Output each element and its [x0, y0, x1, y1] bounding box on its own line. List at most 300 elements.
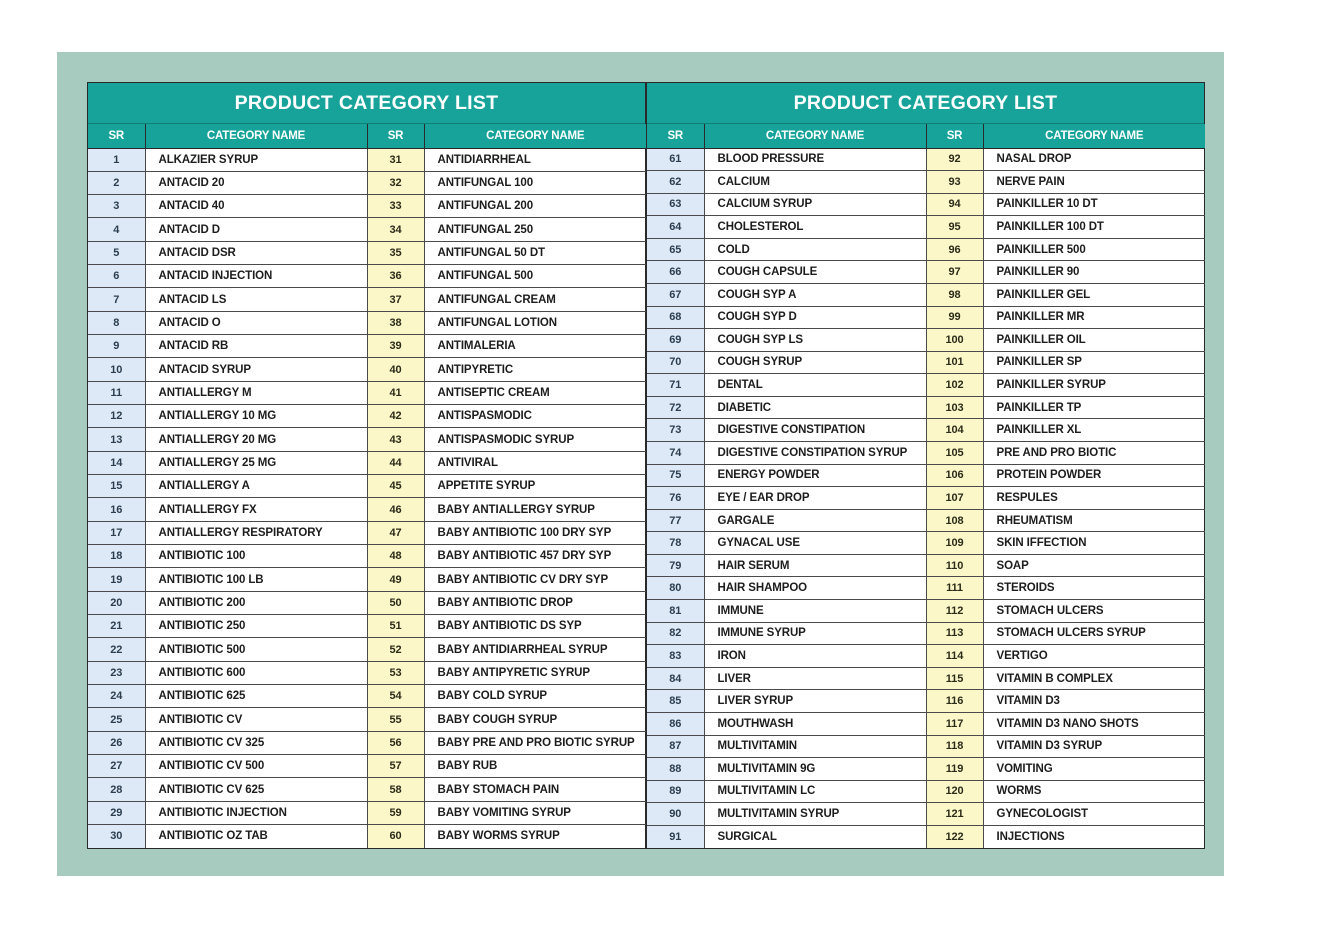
sr-cell: 25 [88, 708, 145, 731]
sr-cell: 67 [647, 283, 704, 306]
category-name-header: CATEGORY NAME [424, 124, 646, 148]
sr-cell: 46 [367, 498, 424, 521]
category-name-cell: PAINKILLER 90 [983, 261, 1205, 284]
sr-cell: 105 [926, 442, 983, 465]
sr-cell: 47 [367, 521, 424, 544]
sr-cell: 68 [647, 306, 704, 329]
sr-cell: 19 [88, 568, 145, 591]
category-name-header: CATEGORY NAME [704, 124, 926, 148]
sr-cell: 54 [367, 685, 424, 708]
table-row [647, 554, 1205, 577]
table-row [647, 419, 1205, 442]
category-name-cell: ANTACID RB [145, 335, 367, 358]
sr-cell: 16 [88, 498, 145, 521]
category-name-cell: HAIR SERUM [704, 554, 926, 577]
category-name-cell: LIVER [704, 667, 926, 690]
table-row [88, 405, 646, 428]
sr-cell: 14 [88, 451, 145, 474]
category-name-cell: IMMUNE [704, 600, 926, 623]
sr-cell: 42 [367, 405, 424, 428]
category-name-cell: RHEUMATISM [983, 509, 1205, 532]
sr-cell: 82 [647, 622, 704, 645]
sr-cell: 57 [367, 755, 424, 778]
table-row [647, 509, 1205, 532]
sr-cell: 106 [926, 464, 983, 487]
sr-cell: 51 [367, 615, 424, 638]
sr-cell: 102 [926, 374, 983, 397]
table-row [88, 288, 646, 311]
category-name-cell: BLOOD PRESSURE [704, 148, 926, 171]
category-name-cell: ANTISPASMODIC SYRUP [424, 428, 646, 451]
category-name-cell: ANTIBIOTIC 200 [145, 591, 367, 614]
sr-cell: 66 [647, 261, 704, 284]
sr-cell: 111 [926, 577, 983, 600]
sr-cell: 3 [88, 195, 145, 218]
category-name-cell: ANTACID 40 [145, 195, 367, 218]
table-row [88, 475, 646, 498]
table-row [647, 329, 1205, 352]
category-name-cell: ANTIBIOTIC CV 325 [145, 731, 367, 754]
table-row [88, 195, 646, 218]
sr-cell: 29 [88, 801, 145, 824]
category-name-cell: COLD [704, 238, 926, 261]
sr-cell: 63 [647, 193, 704, 216]
category-name-cell: VOMITING [983, 758, 1205, 781]
category-name-cell: BABY STOMACH PAIN [424, 778, 646, 801]
table-row [88, 381, 646, 404]
sr-cell: 13 [88, 428, 145, 451]
sr-cell: 61 [647, 148, 704, 171]
sr-cell: 75 [647, 464, 704, 487]
category-name-cell: MULTIVITAMIN [704, 735, 926, 758]
sr-cell: 37 [367, 288, 424, 311]
category-name-cell: PROTEIN POWDER [983, 464, 1205, 487]
category-name-cell: VITAMIN B COMPLEX [983, 667, 1205, 690]
table-row [88, 218, 646, 241]
category-name-cell: BABY ANTIBIOTIC DS SYP [424, 615, 646, 638]
category-name-cell: BABY ANTIBIOTIC DROP [424, 591, 646, 614]
category-name-cell: BABY VOMITING SYRUP [424, 801, 646, 824]
table-row [88, 825, 646, 848]
sr-cell: 91 [647, 825, 704, 848]
sr-cell: 97 [926, 261, 983, 284]
category-name-cell: PAINKILLER 10 DT [983, 193, 1205, 216]
category-name-cell: ANTIBIOTIC 100 [145, 545, 367, 568]
sr-cell: 116 [926, 690, 983, 713]
sr-cell: 44 [367, 451, 424, 474]
category-table-left [88, 124, 646, 848]
category-name-cell: APPETITE SYRUP [424, 475, 646, 498]
category-name-cell: PAINKILLER MR [983, 306, 1205, 329]
category-name-cell: ANTIFUNGAL 250 [424, 218, 646, 241]
category-name-cell: GYNECOLOGIST [983, 803, 1205, 826]
sr-cell: 110 [926, 554, 983, 577]
category-name-cell: ANTIFUNGAL 50 DT [424, 241, 646, 264]
sr-cell: 121 [926, 803, 983, 826]
category-name-cell: PAINKILLER 500 [983, 238, 1205, 261]
sr-cell: 93 [926, 171, 983, 194]
category-name-cell: PAINKILLER SYRUP [983, 374, 1205, 397]
category-name-cell: LIVER SYRUP [704, 690, 926, 713]
category-name-cell: PAINKILLER 100 DT [983, 216, 1205, 239]
table-row [647, 238, 1205, 261]
sr-cell: 38 [367, 311, 424, 334]
category-name-cell: WORMS [983, 780, 1205, 803]
category-name-cell: ANTIFUNGAL 500 [424, 265, 646, 288]
category-name-cell: ANTIBIOTIC 250 [145, 615, 367, 638]
sr-cell: 50 [367, 591, 424, 614]
sr-cell: 11 [88, 381, 145, 404]
category-name-cell: ANTACID LS [145, 288, 367, 311]
category-name-cell: ANTACID INJECTION [145, 265, 367, 288]
category-name-cell: ANTIBIOTIC CV 500 [145, 755, 367, 778]
sr-cell: 74 [647, 442, 704, 465]
table-row [88, 755, 646, 778]
table-row [647, 577, 1205, 600]
sr-header: SR [367, 124, 424, 148]
category-name-cell: ANTIMALERIA [424, 335, 646, 358]
category-name-cell: COUGH SYP LS [704, 329, 926, 352]
sr-cell: 31 [367, 148, 424, 171]
sr-cell: 98 [926, 283, 983, 306]
sr-cell: 86 [647, 712, 704, 735]
table-row [647, 283, 1205, 306]
category-name-cell: STEROIDS [983, 577, 1205, 600]
table-row [647, 374, 1205, 397]
category-name-cell: ANTIBIOTIC 600 [145, 661, 367, 684]
category-name-cell: ANTIFUNGAL CREAM [424, 288, 646, 311]
sr-cell: 104 [926, 419, 983, 442]
sr-cell: 17 [88, 521, 145, 544]
category-name-cell: BABY ANTIALLERGY SYRUP [424, 498, 646, 521]
category-name-cell: VERTIGO [983, 645, 1205, 668]
table-row [88, 685, 646, 708]
category-name-cell: MOUTHWASH [704, 712, 926, 735]
sr-cell: 70 [647, 351, 704, 374]
sr-cell: 78 [647, 532, 704, 555]
table-row [647, 487, 1205, 510]
sr-cell: 6 [88, 265, 145, 288]
sr-cell: 73 [647, 419, 704, 442]
category-name-cell: PAINKILLER XL [983, 419, 1205, 442]
table-row [88, 568, 646, 591]
category-name-cell: COUGH SYP D [704, 306, 926, 329]
sr-cell: 9 [88, 335, 145, 358]
table-row [647, 306, 1205, 329]
category-name-header: CATEGORY NAME [983, 124, 1205, 148]
category-name-cell: IRON [704, 645, 926, 668]
sr-cell: 49 [367, 568, 424, 591]
table-row [647, 690, 1205, 713]
category-name-cell: INJECTIONS [996, 830, 1065, 843]
category-name-cell: ANTIBIOTIC CV 625 [145, 778, 367, 801]
category-name-cell: VITAMIN D3 NANO SHOTS [983, 712, 1205, 735]
category-name-cell: DENTAL [704, 374, 926, 397]
category-name-cell: ENERGY POWDER [704, 464, 926, 487]
category-name-cell: ANTIDIARRHEAL [424, 148, 646, 171]
sr-cell: 34 [367, 218, 424, 241]
table-row [647, 667, 1205, 690]
table-body [647, 148, 1205, 848]
sr-cell: 112 [926, 600, 983, 623]
category-name-cell: ANTACID DSR [145, 241, 367, 264]
table-row [647, 193, 1205, 216]
sr-cell: 90 [647, 803, 704, 826]
sr-cell: 107 [926, 487, 983, 510]
sr-cell: 48 [367, 545, 424, 568]
sr-cell: 33 [367, 195, 424, 218]
table-row [88, 148, 646, 171]
sr-cell: 92 [926, 148, 983, 171]
sr-cell: 41 [367, 381, 424, 404]
table-row [647, 261, 1205, 284]
category-name-cell: ANTIBIOTIC 100 LB [145, 568, 367, 591]
category-name-cell: ANTIVIRAL [424, 451, 646, 474]
sr-cell: 81 [647, 600, 704, 623]
sr-cell: 21 [88, 615, 145, 638]
sr-cell: 56 [367, 731, 424, 754]
category-name-cell: ANTIBIOTIC OZ TAB [145, 825, 367, 848]
category-name-cell: SURGICAL [704, 825, 926, 848]
sr-cell: 12 [88, 405, 145, 428]
category-name-cell: ANTACID 20 [145, 171, 367, 194]
category-name-cell: DIABETIC [704, 396, 926, 419]
category-name-cell: NASAL DROP [983, 148, 1205, 171]
sr-cell: 30 [88, 825, 145, 848]
sr-cell: 84 [647, 667, 704, 690]
category-name-cell: ANTIALLERGY 10 MG [145, 405, 367, 428]
table-row [88, 358, 646, 381]
sr-cell: 36 [367, 265, 424, 288]
category-name-cell: COUGH SYP A [704, 283, 926, 306]
table-row [647, 803, 1205, 826]
table-row [88, 171, 646, 194]
category-name-cell: VITAMIN D3 [983, 690, 1205, 713]
category-name-cell: DIGESTIVE CONSTIPATION [704, 419, 926, 442]
category-name-cell: CALCIUM SYRUP [704, 193, 926, 216]
table-row [647, 622, 1205, 645]
table-body [88, 148, 646, 848]
sr-cell: 52 [367, 638, 424, 661]
table-row [88, 591, 646, 614]
category-name-cell: MULTIVITAMIN 9G [704, 758, 926, 781]
category-name-cell: COUGH CAPSULE [704, 261, 926, 284]
category-name-cell: BABY COUGH SYRUP [424, 708, 646, 731]
table-row [647, 396, 1205, 419]
category-name-cell: ANTIALLERGY RESPIRATORY [145, 521, 367, 544]
sr-cell: 77 [647, 509, 704, 532]
sr-cell: 95 [926, 216, 983, 239]
category-name-cell: BABY ANTIBIOTIC 457 DRY SYP [424, 545, 646, 568]
category-name-cell: ANTIALLERGY 25 MG [145, 451, 367, 474]
table-row [88, 661, 646, 684]
category-name-cell: COUGH SYRUP [704, 351, 926, 374]
sr-cell: 71 [647, 374, 704, 397]
table-row [88, 498, 646, 521]
sr-cell: 87 [647, 735, 704, 758]
category-name-cell: BABY PRE AND PRO BIOTIC SYRUP [424, 731, 646, 754]
category-name-cell: ANTIALLERGY M [145, 381, 367, 404]
category-name-cell: ANTIFUNGAL 100 [424, 171, 646, 194]
sr-cell: 15 [88, 475, 145, 498]
category-name-cell: NERVE PAIN [983, 171, 1205, 194]
category-name-cell: MULTIVITAMIN SYRUP [704, 803, 926, 826]
sr-cell: 115 [926, 667, 983, 690]
category-name-cell: ANTACID SYRUP [145, 358, 367, 381]
category-name-cell: ANTIBIOTIC INJECTION [145, 801, 367, 824]
sr-cell: 99 [926, 306, 983, 329]
sr-cell: 88 [647, 758, 704, 781]
table-row [647, 216, 1205, 239]
category-name-cell: ANTIFUNGAL LOTION [424, 311, 646, 334]
category-name-cell: HAIR SHAMPOO [704, 577, 926, 600]
sr-cell: 69 [647, 329, 704, 352]
table-row [88, 638, 646, 661]
table-row [88, 731, 646, 754]
sr-cell: 122 [926, 825, 983, 848]
category-name-cell: SOAP [983, 554, 1205, 577]
sr-cell: 76 [647, 487, 704, 510]
sr-header: SR [926, 124, 983, 148]
sr-cell: 40 [367, 358, 424, 381]
table-row [88, 428, 646, 451]
sr-cell: 24 [88, 685, 145, 708]
table-row [647, 532, 1205, 555]
sr-cell: 22 [88, 638, 145, 661]
table-row [647, 442, 1205, 465]
category-name-cell: BABY WORMS SYRUP [437, 830, 560, 843]
sr-cell: 117 [926, 712, 983, 735]
table-row [88, 521, 646, 544]
category-name-cell: STOMACH ULCERS [983, 600, 1205, 623]
category-name-cell: VITAMIN D3 SYRUP [983, 735, 1205, 758]
sr-cell: 27 [88, 755, 145, 778]
sr-cell: 114 [926, 645, 983, 668]
sr-cell: 79 [647, 554, 704, 577]
category-name-cell: PAINKILLER OIL [983, 329, 1205, 352]
table-row [88, 708, 646, 731]
category-name-cell: EYE / EAR DROP [704, 487, 926, 510]
table-row [88, 451, 646, 474]
sr-cell: 108 [926, 509, 983, 532]
category-name-cell: GARGALE [704, 509, 926, 532]
sr-cell: 7 [88, 288, 145, 311]
category-panel-left [87, 82, 646, 849]
table-row [647, 712, 1205, 735]
table-row [88, 241, 646, 264]
sr-cell: 113 [926, 622, 983, 645]
category-name-cell: BABY ANTIBIOTIC 100 DRY SYP [424, 521, 646, 544]
category-name-cell: BABY COLD SYRUP [424, 685, 646, 708]
sr-cell: 85 [647, 690, 704, 713]
category-name-cell: ANTIBIOTIC CV [145, 708, 367, 731]
table-row [647, 735, 1205, 758]
table-row [647, 645, 1205, 668]
category-name-cell: ALKAZIER SYRUP [145, 148, 367, 171]
table-row [647, 148, 1205, 171]
panel-title: PRODUCT CATEGORY LIST [647, 83, 1204, 124]
table-header-row [88, 124, 646, 148]
table-row [88, 778, 646, 801]
category-name-cell: ANTIBIOTIC 500 [145, 638, 367, 661]
sr-cell: 23 [88, 661, 145, 684]
sr-cell: 62 [647, 171, 704, 194]
category-name-cell: CHOLESTEROL [704, 216, 926, 239]
sr-cell: 119 [926, 758, 983, 781]
sr-cell: 103 [926, 396, 983, 419]
table-row [88, 265, 646, 288]
sr-cell: 26 [88, 731, 145, 754]
sr-cell: 5 [88, 241, 145, 264]
table-row [647, 464, 1205, 487]
category-name-cell: PAINKILLER SP [983, 351, 1205, 374]
sr-cell: 39 [367, 335, 424, 358]
category-name-cell: BABY ANTIDIARRHEAL SYRUP [424, 638, 646, 661]
sr-cell: 32 [367, 171, 424, 194]
category-name-cell: IMMUNE SYRUP [704, 622, 926, 645]
sr-cell: 20 [88, 591, 145, 614]
sr-cell: 72 [647, 396, 704, 419]
sr-cell: 109 [926, 532, 983, 555]
sr-cell: 2 [88, 171, 145, 194]
sr-cell: 18 [88, 545, 145, 568]
category-name-cell: ANTISEPTIC CREAM [424, 381, 646, 404]
table-row [88, 801, 646, 824]
category-name-cell: PAINKILLER GEL [983, 283, 1205, 306]
sr-cell: 80 [647, 577, 704, 600]
category-name-cell: SKIN IFFECTION [983, 532, 1205, 555]
sr-cell: 1 [88, 148, 145, 171]
table-row [647, 351, 1205, 374]
category-name-cell: CALCIUM [704, 171, 926, 194]
category-name-cell: ANTIBIOTIC 625 [145, 685, 367, 708]
sr-cell: 94 [926, 193, 983, 216]
category-name-cell: ANTIFUNGAL 200 [424, 195, 646, 218]
sr-cell: 58 [367, 778, 424, 801]
category-name-cell: ANTIALLERGY 20 MG [145, 428, 367, 451]
category-name-cell: BABY ANTIBIOTIC CV DRY SYP [424, 568, 646, 591]
table-row [88, 311, 646, 334]
table-row [647, 780, 1205, 803]
sr-cell: 64 [647, 216, 704, 239]
sr-cell: 96 [926, 238, 983, 261]
table-row [647, 825, 1205, 848]
sr-cell: 120 [926, 780, 983, 803]
sr-cell: 65 [647, 238, 704, 261]
category-name-cell: GYNACAL USE [704, 532, 926, 555]
category-name-cell: RESPULES [983, 487, 1205, 510]
sr-header: SR [88, 124, 145, 148]
category-name-cell: STOMACH ULCERS SYRUP [983, 622, 1205, 645]
category-table-right [647, 124, 1205, 848]
category-name-cell: ANTIALLERGY FX [145, 498, 367, 521]
panel-title: PRODUCT CATEGORY LIST [88, 83, 645, 124]
sr-cell: 60 [367, 825, 424, 848]
sr-cell: 53 [367, 661, 424, 684]
sr-cell: 89 [647, 780, 704, 803]
table-row [647, 171, 1205, 194]
sr-cell: 59 [367, 801, 424, 824]
sr-cell: 55 [367, 708, 424, 731]
category-name-cell: MULTIVITAMIN LC [704, 780, 926, 803]
sr-cell: 35 [367, 241, 424, 264]
sr-cell: 118 [926, 735, 983, 758]
sr-cell: 43 [367, 428, 424, 451]
table-row [88, 545, 646, 568]
category-name-cell: PRE AND PRO BIOTIC [983, 442, 1205, 465]
table-row [647, 758, 1205, 781]
category-panel-right [646, 82, 1205, 849]
